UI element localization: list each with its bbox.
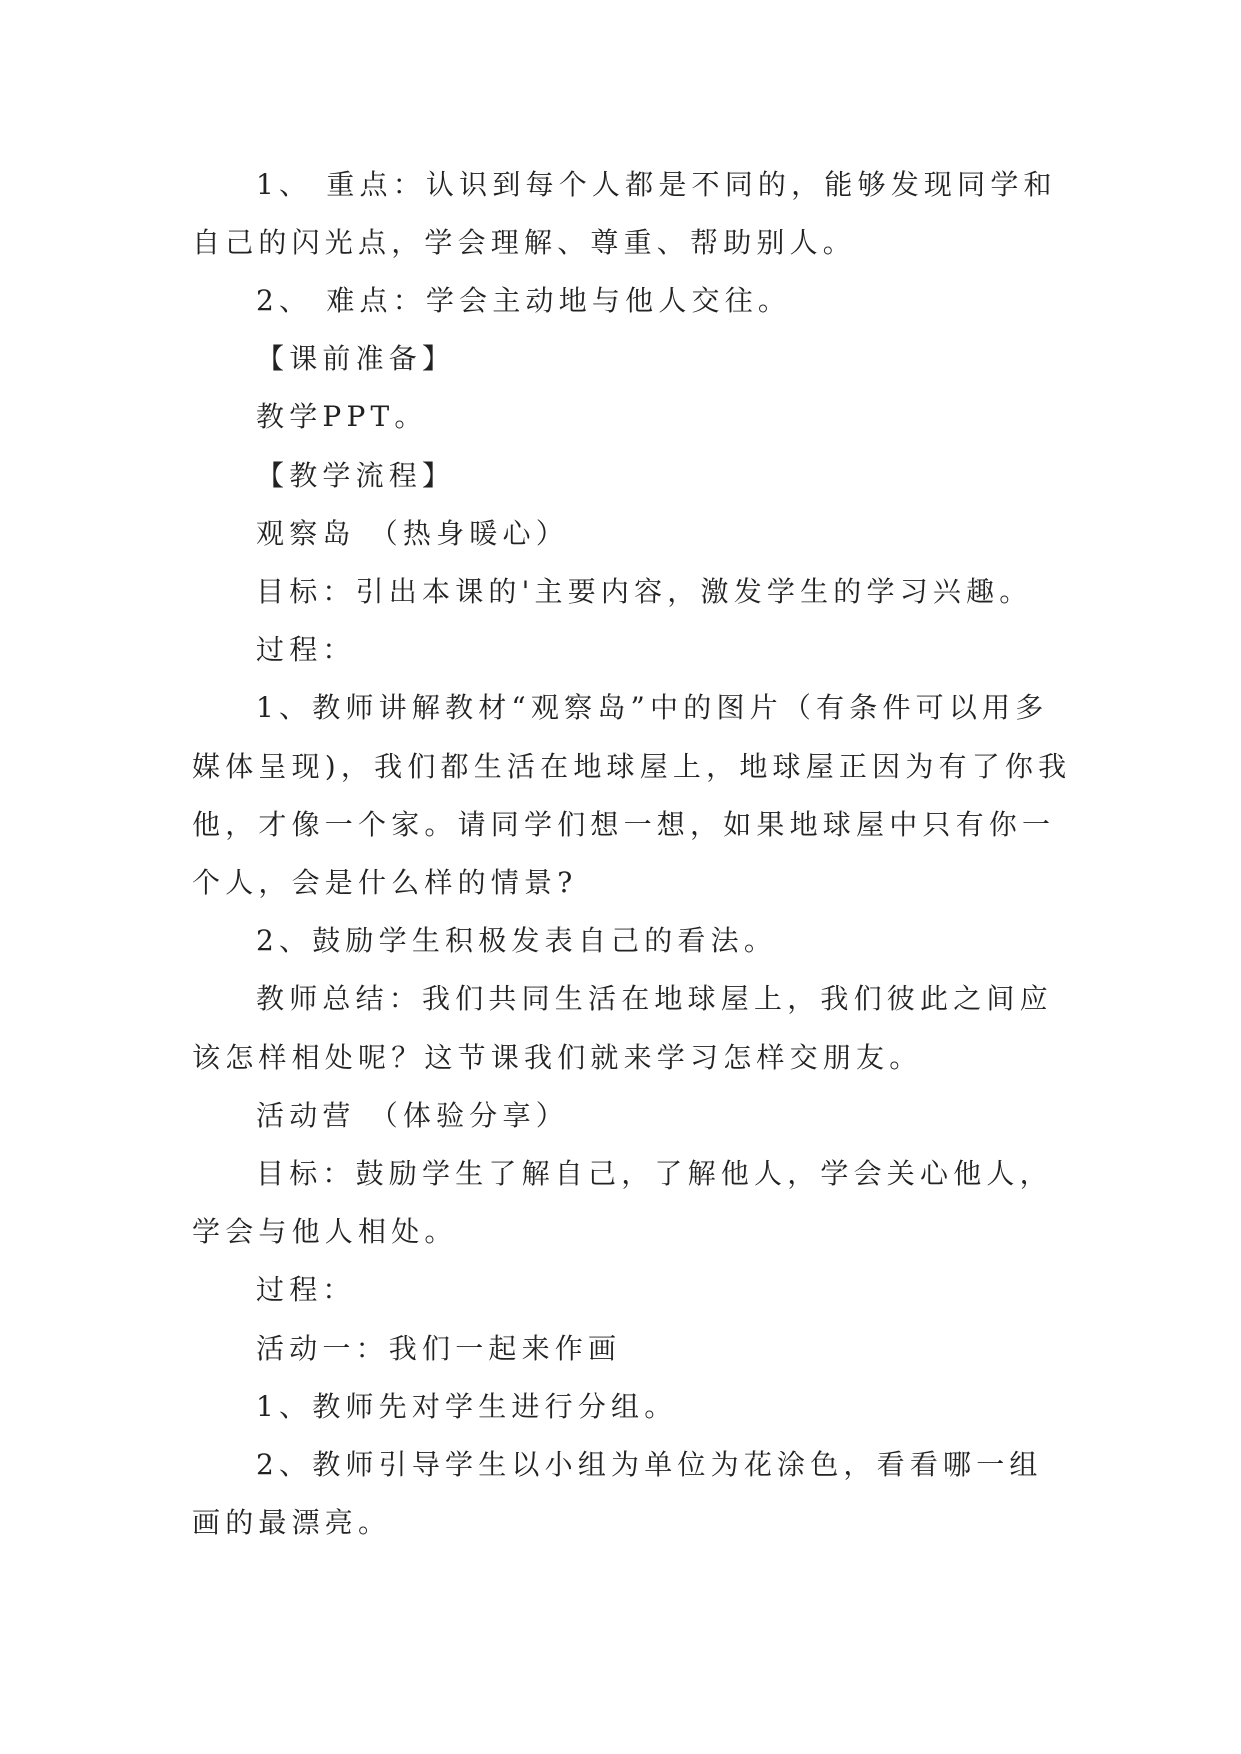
paragraph-goal-1: 目标：引出本课的'主要内容，激发学生的学习兴趣。: [256, 574, 1033, 608]
paragraph-activity-step-1: 1、教师先对学生进行分组。: [256, 1389, 678, 1423]
section-activity-camp: 活动营 （体验分享）: [256, 1098, 569, 1132]
paragraph-preparation: 教学PPT。: [256, 400, 428, 434]
section-observation-island: 观察岛 （热身暖心）: [256, 516, 569, 550]
paragraph-activity-step-2: 2、教师引导学生以小组为单位为花涂色，看看哪一组画的最漂亮。: [192, 1447, 1043, 1540]
paragraph-teacher-summary: 教师总结：我们共同生活在地球屋上，我们彼此之间应该怎样相处呢？这节课我们就来学习怎样交朋友。: [192, 982, 1053, 1074]
paragraph-process-2: 过程：: [256, 1273, 356, 1307]
paragraph-activity-one: 活动一：我们一起来作画: [256, 1331, 622, 1365]
heading-teaching-process: 【教学流程】: [256, 458, 456, 492]
document-body: [192, 156, 1072, 1553]
paragraph-goal-2: 目标：鼓励学生了解自己，了解他人，学会关心他人，学会与他人相处。: [192, 1156, 1053, 1249]
paragraph-difficulty: 2、 难点：学会主动地与他人交往。: [256, 283, 792, 317]
paragraph-step-2: 2、鼓励学生积极发表自己的看法。: [256, 924, 778, 958]
paragraph-step-1: 1、教师讲解教材“观察岛”中的图片（有条件可以用多媒体呈现)，我们都生活在地球屋上，地球屋正因为有了你我他，才像一个家。请同学们想一想，如果地球屋中只有你一个人，会是什么样的情景?: [192, 691, 1072, 899]
paragraph-process-1: 过程：: [256, 633, 356, 667]
paragraph-key-point: 1、 重点：认识到每个人都是不同的，能够发现同学和自己的闪光点，学会理解、尊重、帮助别人。: [192, 167, 1057, 259]
heading-preparation: 【课前准备】: [256, 342, 456, 376]
